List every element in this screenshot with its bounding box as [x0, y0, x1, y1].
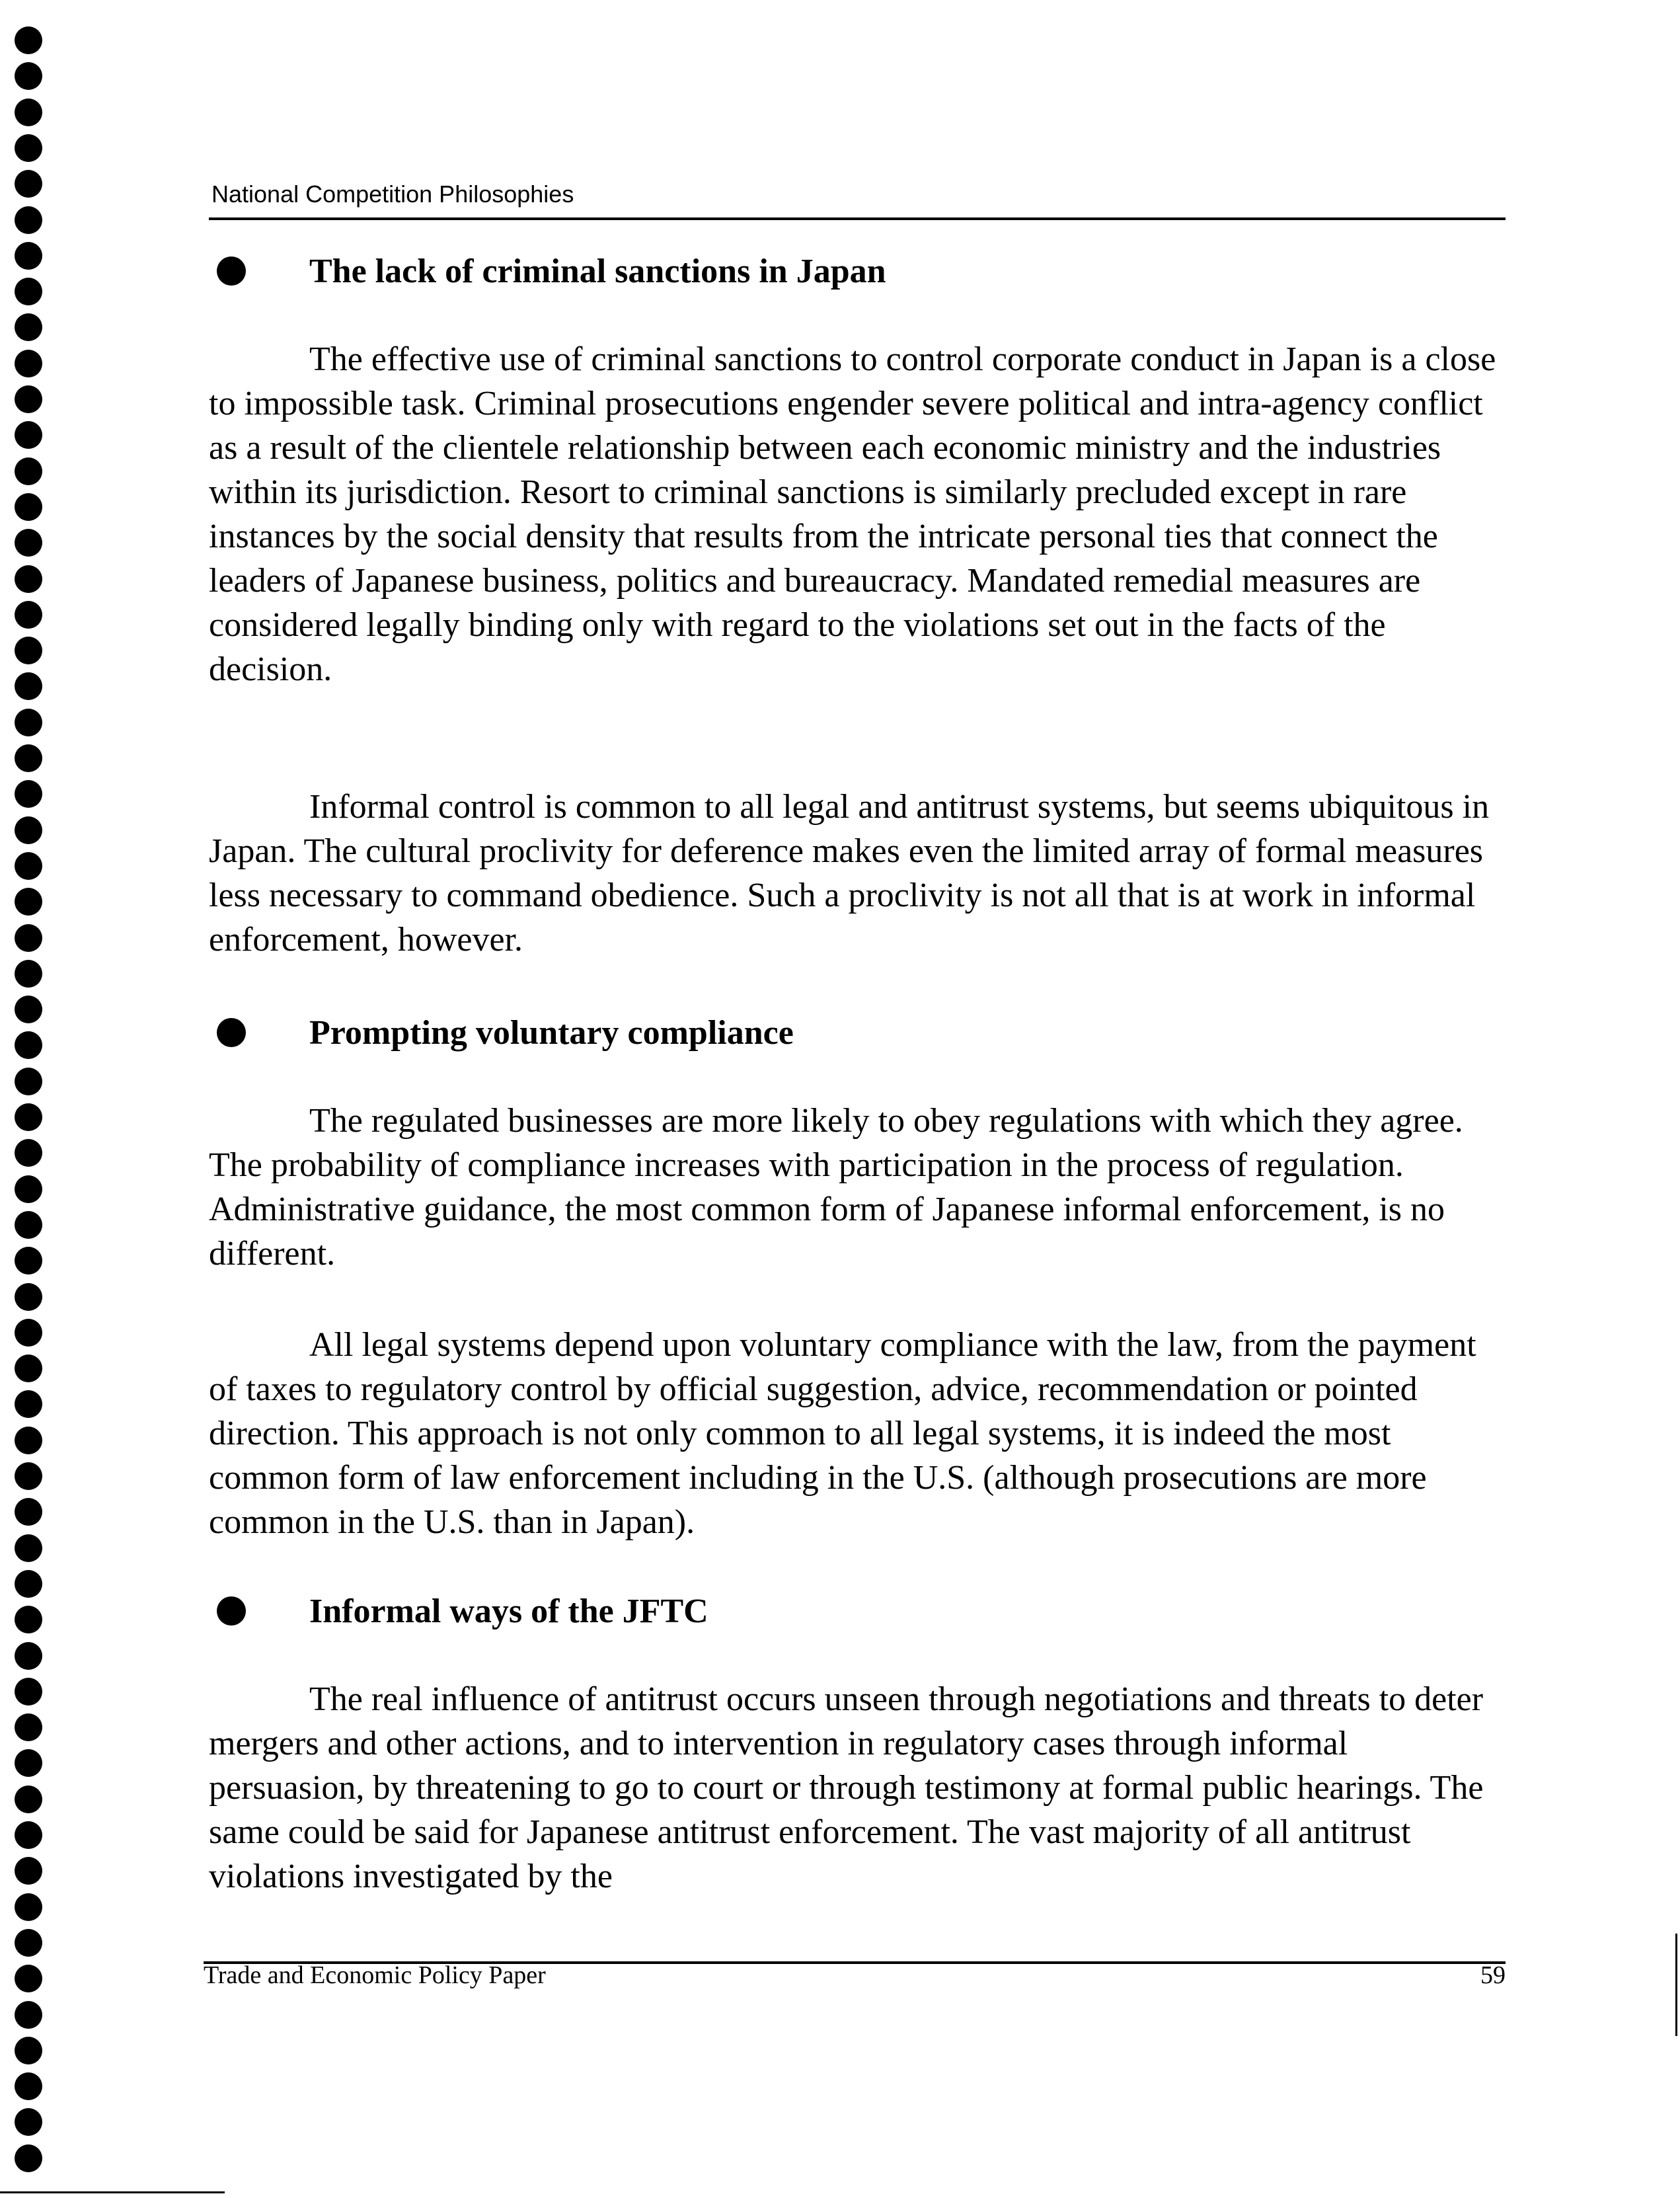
binder-hole	[15, 2037, 42, 2064]
binder-hole	[15, 852, 42, 880]
binder-hole	[15, 1139, 42, 1167]
paragraph: The real influence of antitrust occurs unseen through negotiations and threats to deter mergers and other actions, and to intervention in regulatory cases through informal persuasion, by threatening to go to court or through testimony at formal public hearings. The same could be said for Japanese antitrust enforcement. The vast majority of all antitrust violations investigated by the	[209, 1680, 1484, 1895]
binder-hole	[15, 1031, 42, 1059]
binder-hole	[15, 1929, 42, 1957]
binder-hole	[15, 996, 42, 1023]
binder-hole	[15, 744, 42, 772]
binder-hole	[15, 1390, 42, 1418]
binder-hole	[15, 816, 42, 844]
binder-hole	[15, 601, 42, 629]
section-heading-text: Prompting voluntary compliance	[309, 1014, 794, 1052]
binder-hole	[15, 565, 42, 593]
binder-hole	[15, 2144, 42, 2172]
binder-hole	[15, 62, 42, 90]
binder-hole	[15, 2001, 42, 2029]
binder-hole	[15, 1175, 42, 1203]
binder-hole	[15, 134, 42, 162]
binder-hole	[15, 242, 42, 270]
paragraph: Informal control is common to all legal and antitrust systems, but seems ubiquitous in Japan. The cultural proclivity for deference makes even the limited array of formal measures less necessary to command obedience. Such a proclivity is not all that is at work in informal enforcement, however.	[209, 788, 1490, 959]
binder-hole	[15, 1427, 42, 1454]
binder-hole	[15, 1462, 42, 1490]
paragraph: The effective use of criminal sanctions to control corporate conduct in Japan is a close to impossible task. Criminal prosecutions engender severe political and intra-agency conflict as a result of the clientele relationship between each economic ministry and the industries within its jurisdiction. Resort to criminal sanctions is similarly precluded except in rare instances by the social density that results from the intricate personal ties that connect the leaders of Japanese business, politics and bureaucracy. Mandated remedial measures are considered legally binding only with regard to the violations set out in the facts of the decision.	[209, 340, 1496, 688]
bullet-icon	[217, 256, 246, 286]
binder-hole	[15, 457, 42, 485]
binder-hole	[15, 1247, 42, 1275]
binder-hole	[15, 1319, 42, 1347]
binder-hole	[15, 1642, 42, 1670]
binder-hole	[15, 170, 42, 198]
scan-edge-line	[0, 2191, 225, 2193]
binder-hole	[15, 313, 42, 341]
binder-hole	[15, 709, 42, 736]
binder-hole	[15, 421, 42, 449]
binder-hole	[15, 780, 42, 808]
section-heading-informal-ways	[209, 1590, 1506, 1636]
binder-hole	[15, 1068, 42, 1095]
binder-hole	[15, 98, 42, 126]
binder-hole	[15, 26, 42, 54]
binder-holes	[0, 0, 59, 2198]
binder-hole	[15, 1857, 42, 1885]
paragraph: All legal systems depend upon voluntary compliance with the law, from the payment of taxes to regulatory control by official suggestion, advice, recommendation or pointed direction. This approach is not only common to all legal systems, it is indeed the most common form of law enforcement including in the U.S. (although prosecutions are more common in the U.S. than in Japan).	[209, 1326, 1476, 1541]
binder-hole	[15, 278, 42, 305]
paragraph: The regulated businesses are more likely to obey regulations with which they agree. The probability of compliance increases with participation in the process of regulation. Administrative guidance, the most common form of Japanese informal enforcement, is no different.	[209, 1102, 1463, 1273]
binder-hole	[15, 2108, 42, 2136]
binder-hole	[15, 924, 42, 952]
binder-hole	[15, 1498, 42, 1526]
binder-hole	[15, 888, 42, 916]
binder-hole	[15, 1965, 42, 1992]
page-number: 59	[1480, 1961, 1506, 1989]
bullet-icon	[217, 1018, 246, 1047]
bullet-icon	[217, 1596, 246, 1626]
binder-hole	[15, 1713, 42, 1741]
binder-hole	[15, 493, 42, 521]
scan-edge-mark	[1675, 1934, 1677, 2036]
running-header: National Competition Philosophies	[211, 180, 574, 208]
binder-hole	[15, 960, 42, 988]
binder-hole	[15, 672, 42, 700]
binder-hole	[15, 385, 42, 413]
binder-hole	[15, 1211, 42, 1239]
binder-hole	[15, 2072, 42, 2100]
binder-hole	[15, 1786, 42, 1813]
section-heading-text: The lack of criminal sanctions in Japan	[309, 253, 886, 290]
header-rule	[209, 217, 1506, 220]
binder-hole	[15, 1534, 42, 1562]
binder-hole	[15, 1570, 42, 1598]
binder-hole	[15, 1354, 42, 1382]
binder-hole	[15, 1893, 42, 1921]
section-heading-voluntary-compliance	[209, 1011, 1506, 1058]
section-heading-criminal-sanctions	[209, 250, 1506, 296]
binder-hole	[15, 1283, 42, 1311]
binder-hole	[15, 529, 42, 557]
binder-hole	[15, 350, 42, 377]
binder-hole	[15, 1821, 42, 1849]
binder-hole	[15, 1103, 42, 1131]
binder-hole	[15, 1749, 42, 1777]
footer-title: Trade and Economic Policy Paper	[204, 1961, 546, 1989]
binder-hole	[15, 1606, 42, 1633]
section-heading-text: Informal ways of the JFTC	[309, 1592, 708, 1630]
binder-hole	[15, 206, 42, 234]
binder-hole	[15, 637, 42, 664]
binder-hole	[15, 1678, 42, 1706]
